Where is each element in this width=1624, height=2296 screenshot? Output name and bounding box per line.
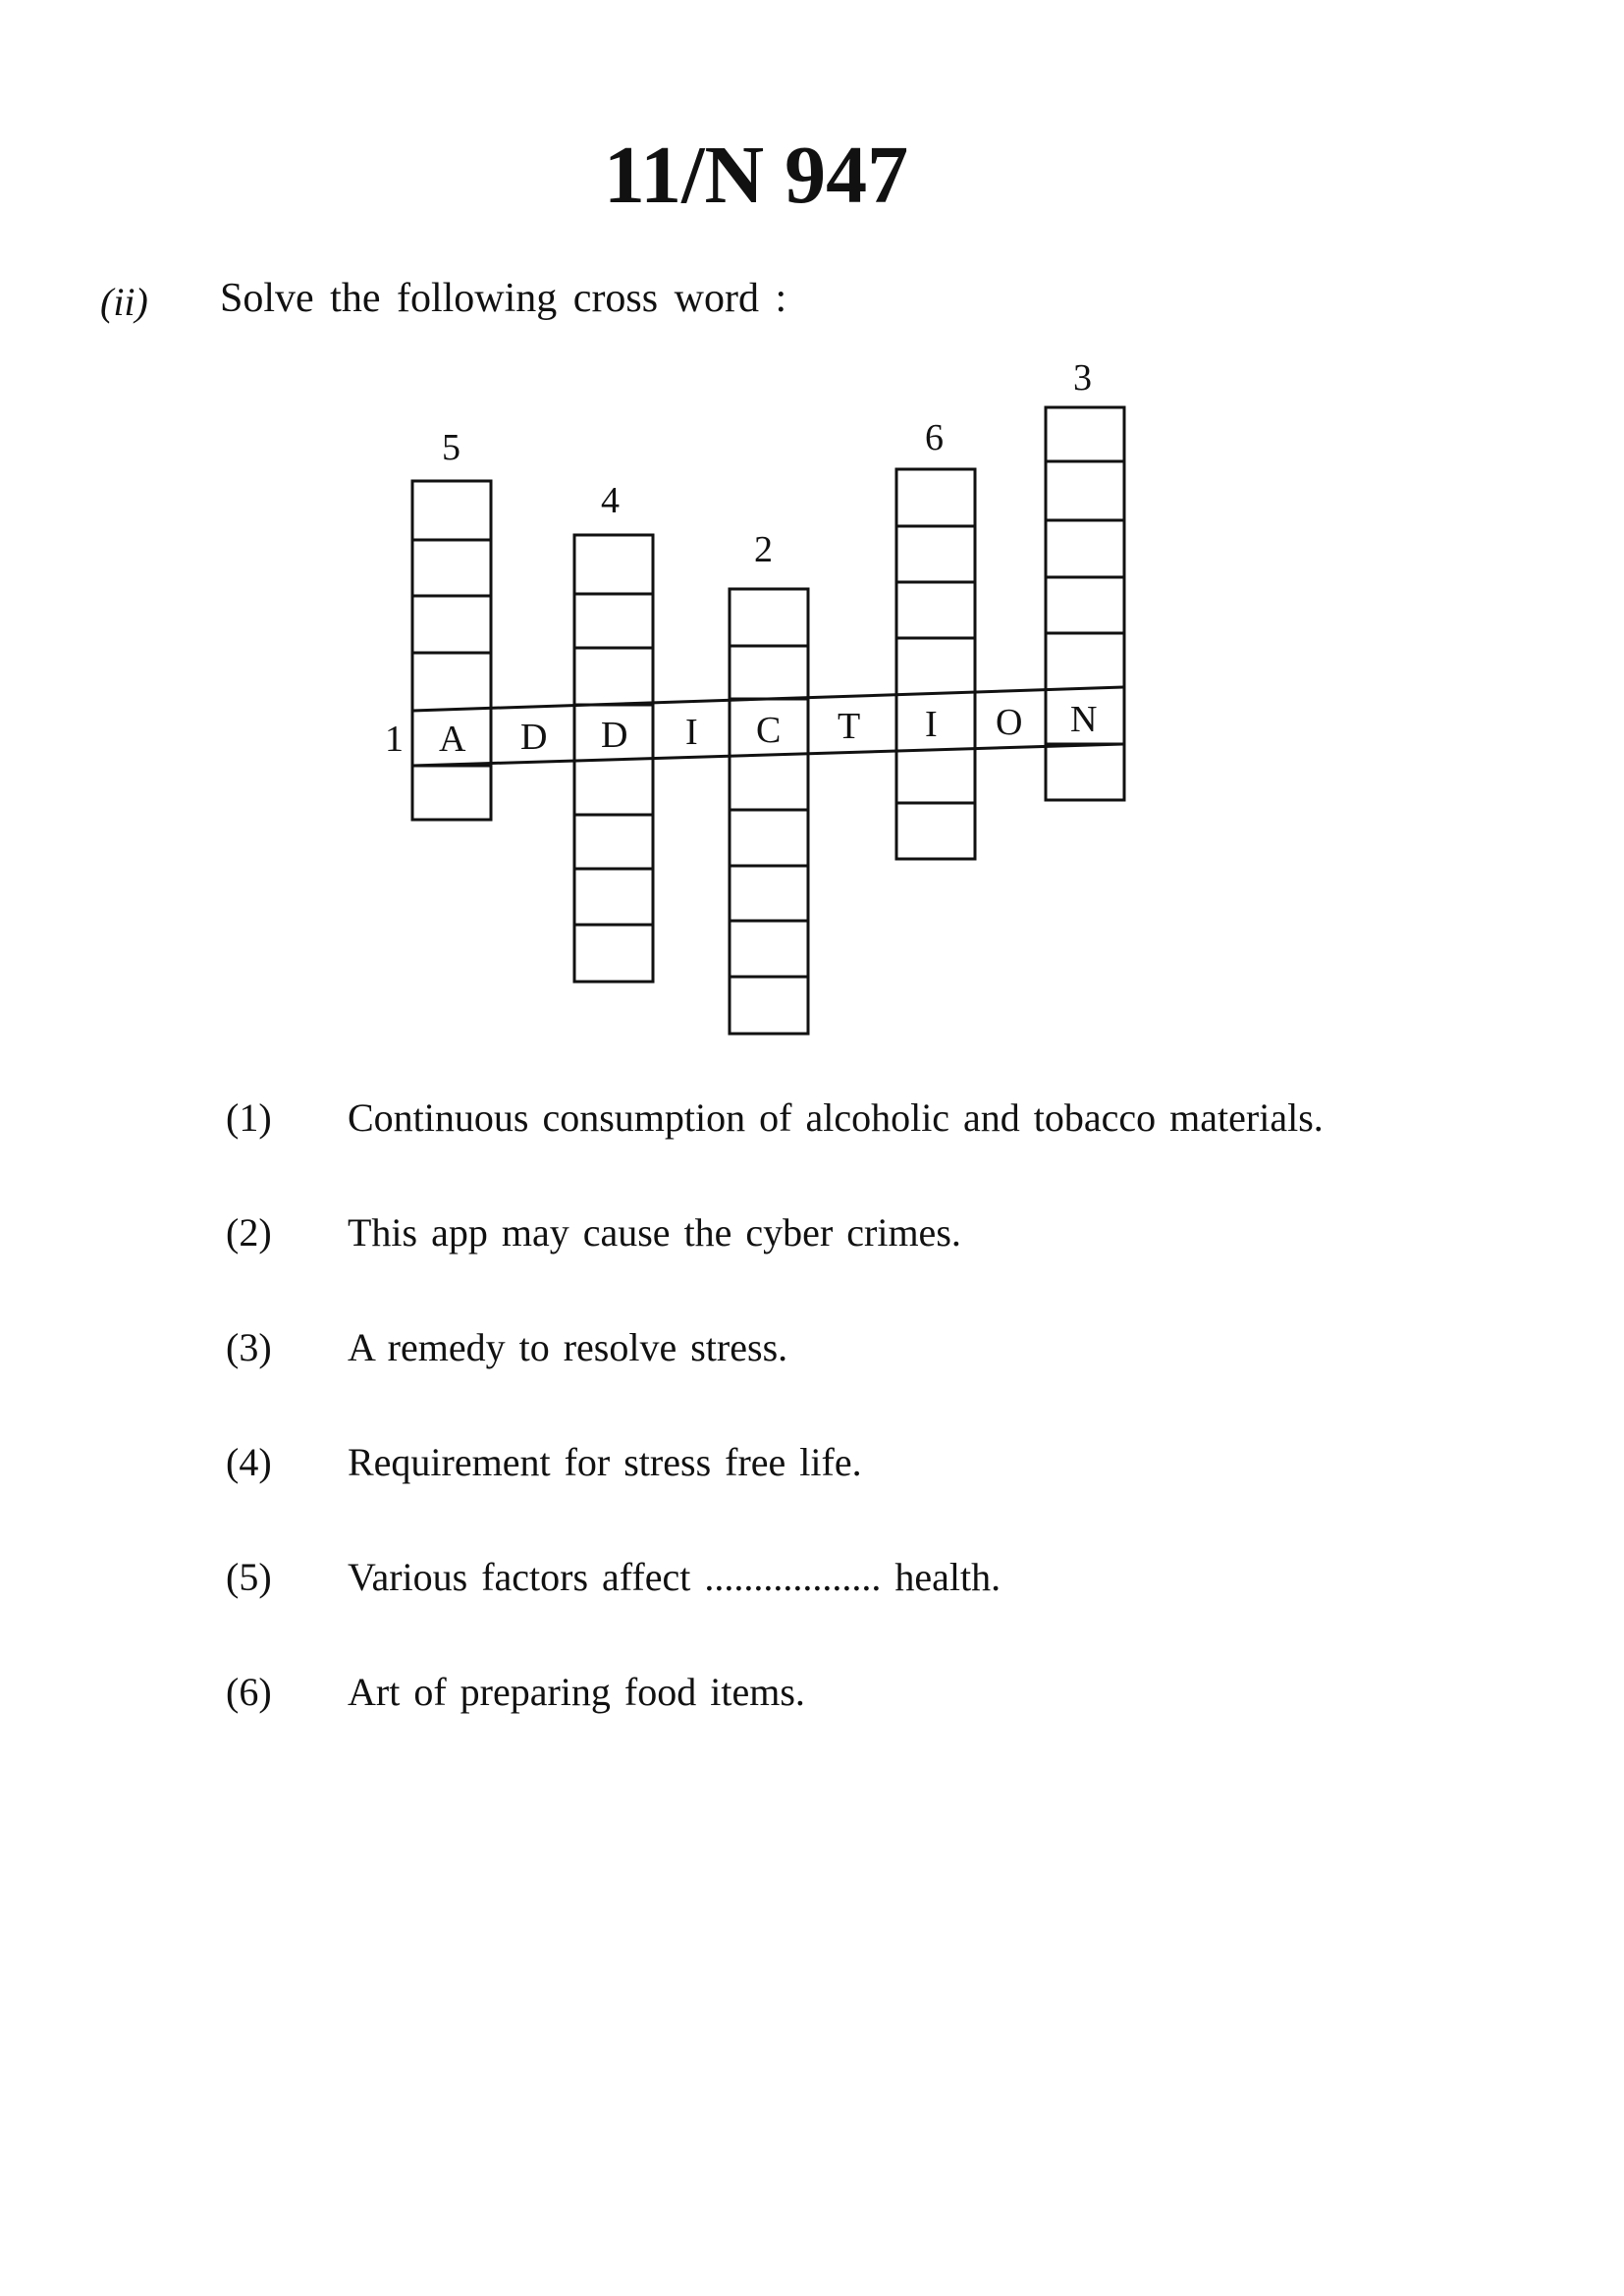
clue-text: This app may cause the cyber crimes.: [348, 1210, 961, 1255]
clue-number: (1): [226, 1095, 272, 1140]
crossword-column-3: [1046, 407, 1124, 800]
clue-text: Various factors affect .................. health.: [348, 1555, 1001, 1599]
crossword-letter: O: [996, 702, 1023, 743]
column-number-3: 3: [1073, 357, 1092, 399]
clue-text: A remedy to resolve stress.: [348, 1325, 788, 1369]
column-number-6: 6: [925, 417, 944, 458]
clue-item: [226, 1324, 1551, 1370]
across-clue-number: 1: [385, 719, 404, 760]
clue-text: Art of preparing food items.: [348, 1670, 805, 1714]
crossword-letter: N: [1070, 699, 1098, 740]
crossword-letter: T: [838, 706, 861, 747]
question-prompt: Solve the following cross word :: [220, 276, 787, 321]
column-number-2: 2: [754, 529, 773, 570]
crossword-column-5: [412, 481, 491, 820]
clue-number: (5): [226, 1555, 272, 1599]
crossword-column-6: [896, 469, 975, 859]
clue-text: Continuous consumption of alcoholic and tobacco materials.: [348, 1095, 1324, 1140]
clue-item: [226, 1439, 1551, 1485]
clue-number: (2): [226, 1210, 272, 1255]
crossword-column-2: [730, 589, 808, 1034]
crossword-letter: C: [756, 710, 782, 751]
crossword-letter: I: [925, 704, 938, 745]
clue-text: Requirement for stress free life.: [348, 1440, 862, 1484]
clue-number: (6): [226, 1670, 272, 1714]
clue-item: [226, 1669, 1551, 1715]
crossword-grid: [0, 0, 1624, 1080]
crossword-letter: D: [520, 717, 548, 758]
clue-number: (3): [226, 1325, 272, 1369]
crossword-letter: A: [439, 719, 466, 760]
column-number-5: 5: [442, 427, 460, 468]
clue-item: [226, 1209, 1551, 1255]
clue-number: (4): [226, 1440, 272, 1484]
clue-item: [226, 1554, 1551, 1600]
page-title: 11/N 947: [603, 130, 909, 221]
question-number: (ii): [100, 280, 148, 324]
crossword-letter: D: [601, 715, 628, 756]
column-number-4: 4: [601, 480, 620, 521]
clue-item: [226, 1095, 1551, 1141]
crossword-letter: I: [685, 712, 698, 753]
